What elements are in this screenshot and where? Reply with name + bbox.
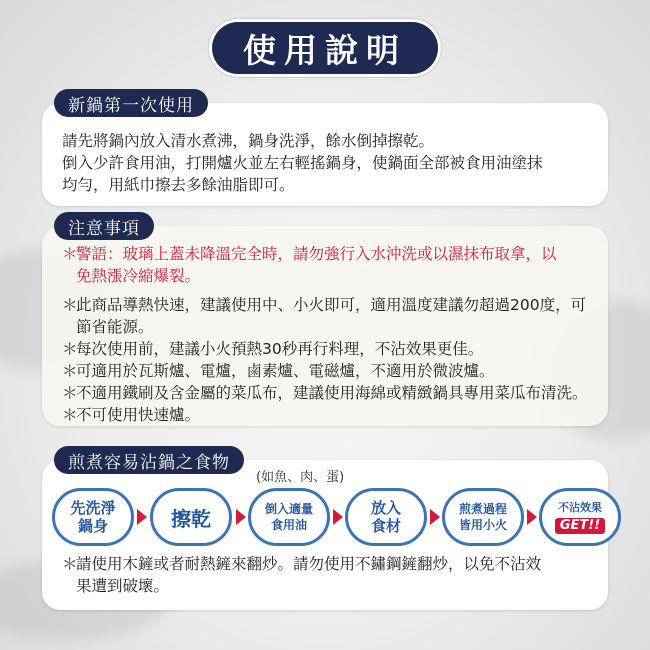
step-oil <box>248 488 330 546</box>
get-badge: GET!! <box>555 518 605 534</box>
notes-panel <box>42 218 608 426</box>
step-result <box>539 488 621 546</box>
footer-line: 請使用木鏟或者耐熱鏟來翻炒。請勿使用不鏽鋼鏟翻炒，以免不沾效 <box>76 555 542 573</box>
step-label: 擦乾 <box>171 506 211 531</box>
note-item <box>62 382 602 404</box>
step-wash <box>52 488 134 546</box>
page-title: 使用說明 <box>212 22 438 74</box>
sticky-food-note: (如魚、肉、蛋) <box>256 470 345 485</box>
note-line: 不適用鐵刷及含金屬的菜瓜布，建議使用海綿或精緻鍋具專用菜瓜布清洗。 <box>76 384 588 402</box>
asterisk-icon: ＊ <box>62 340 78 358</box>
step-label: 倒入適量 <box>264 502 313 516</box>
first-use-panel <box>42 95 608 206</box>
first-use-line: 倒入少許食用油，打開爐火並左右輕搖鍋身，使鍋面全部被食用油塗抹 <box>62 154 543 172</box>
arrow-icon <box>333 509 343 525</box>
note-line: 不可使用快速爐。 <box>76 406 201 424</box>
first-use-tag: 新鍋第一次使用 <box>54 89 208 117</box>
step-food <box>345 488 427 546</box>
note-line: 此商品導熱快速，建議使用中、小火即可，適用溫度建議勿超過200度，可 <box>76 296 587 314</box>
notes-tag: 注意事項 <box>54 212 154 240</box>
note-item <box>62 338 602 360</box>
arrow-icon <box>527 509 537 525</box>
step-label: 食材 <box>370 517 401 535</box>
step-label: 食用油 <box>270 518 307 532</box>
note-line: 每次使用前，建議小火預熱30秒再行料理，不沾效果更佳。 <box>76 340 484 358</box>
step-label: 皆用小火 <box>458 518 507 532</box>
note-line: 節省能源。 <box>76 318 154 336</box>
note-item <box>62 360 602 382</box>
step-label: 先洗淨 <box>70 499 116 517</box>
warning-line: 警語：玻璃上蓋未降溫完全時，請勿強行入水沖洗或以濕抹布取拿，以 <box>76 245 557 263</box>
asterisk-icon: ＊ <box>62 296 78 314</box>
first-use-line: 請先將鍋內放入清水煮沸，鍋身洗淨，餘水倒掉擦乾。 <box>62 132 435 150</box>
note-item <box>62 294 602 338</box>
arrow-icon <box>236 509 246 525</box>
asterisk-icon: ＊ <box>62 362 78 380</box>
asterisk-icon: ＊ <box>62 384 78 402</box>
sticky-food-footer <box>62 553 602 597</box>
warning-line: 免熱漲冷縮爆裂。 <box>76 267 201 285</box>
step-label: 不沾效果 <box>558 500 602 514</box>
asterisk-icon: ＊ <box>62 406 78 424</box>
asterisk-icon: ＊ <box>62 555 78 573</box>
footer-line: 果遭到破壞。 <box>76 577 170 595</box>
step-label: 煎煮過程 <box>458 502 507 516</box>
step-dry <box>150 488 232 546</box>
asterisk-icon: ＊ <box>62 245 78 263</box>
arrow-icon <box>137 509 147 525</box>
first-use-line: 均勻，用紙巾擦去多餘油脂即可。 <box>62 176 295 194</box>
step-label: 鍋身 <box>77 517 108 535</box>
note-item <box>62 404 602 426</box>
step-low-heat <box>442 488 524 546</box>
step-label: 放入 <box>370 499 401 517</box>
note-line: 可適用於瓦斯爐、電爐，鹵素爐、電磁爐，不適用於微波爐。 <box>76 362 495 380</box>
arrow-icon <box>430 509 440 525</box>
warning-item <box>62 243 602 287</box>
sticky-food-tag: 煎煮容易沾鍋之食物 <box>54 446 244 474</box>
